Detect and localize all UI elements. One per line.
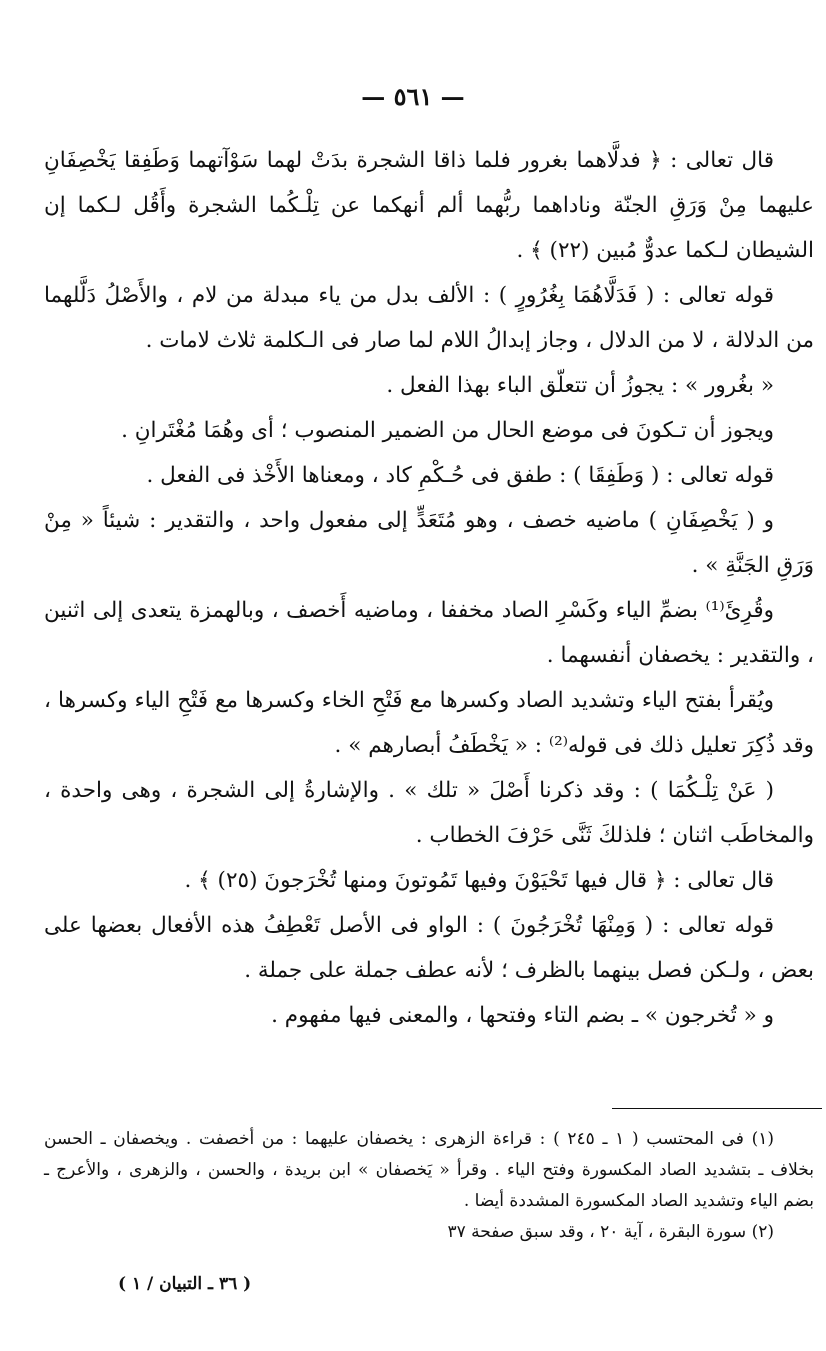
- footnote: (١) فى المحتسب ( ١ ـ ٢٤٥ ) : قراءة الزهرى : يخصفان عليهما : من أخصفت . ويخصفان ـ الحسن بخلاف ـ بتشديد الصاد المكسورة وفتح الياء . وقرأ « يَخصفان » ابن بريدة ، والحسن ، والزهرى ، والأعرج ـ بضم الياء وتشديد الصاد المكسورة المشددة أيضا .: [44, 1129, 814, 1211]
- commentary-paragraph: ( عَنْ تِلْـكُمَا ) : وقد ذكرنا أَصْلَ « تلك » . والإشارةُ إلى الشجرة ، وهى واحدة ، والمخاطَب اثنان ؛ فلذلكَ ثَنَّى حَرْفَ الخطاب .: [44, 778, 814, 848]
- commentary-paragraph: ويُقرأ بفتح الياء وتشديد الصاد وكسرها مع فَتْحِ الخاء وكسرها مع فَتْحِ الياء وكسرها ، وقد ذُكِرَ تعليل ذلك فى قوله⁽²⁾ : « يَخْطَفُ أبصارهم » .: [44, 688, 814, 758]
- footnote-divider: [612, 1108, 822, 1109]
- footnote: (٢) سورة البقرة ، آية ٢٠ ، وقد سبق صفحة ٣٧: [447, 1222, 774, 1242]
- commentary-paragraph: وقُرِئَ⁽¹⁾ بضمِّ الياء وكَسْرِ الصاد مخففا ، وماضيه أَخصف ، وبالهمزة يتعدى إلى اثنين ، والتقدير : يخصفان أنفسهما .: [44, 598, 814, 668]
- commentary-paragraph: و « تُخرجون » ـ بضم التاء وفتحها ، والمعنى فيها مفهوم .: [271, 1003, 774, 1028]
- commentary-paragraph: و ( يَخْصِفَانِ ) ماضيه خصف ، وهو مُتَعَدٍّ إلى مفعول واحد ، والتقدير : شيئاً « مِنْ وَرَقِ الجَنَّةِ » .: [44, 508, 814, 578]
- commentary-paragraph: « بغُرور » : يجوزُ أن تتعلّق الباء بهذا الفعل .: [386, 373, 774, 398]
- verse-paragraph: قال تعالى : ﴿ فدلَّاهما بغرور فلما ذاقا الشجرة بدَتْ لهما سَوْآتهما وَطَفِقا يَخْصِفَانِ عليهما مِنْ وَرَقِ الجنّة وناداهما ربُّهما ألم أنهكما عن تِلْـكُما الشجرة وأَقُل لـكما إن الشيطان لـكما عدوٌّ مُبين (٢٢) ﴾ .: [44, 148, 814, 263]
- commentary-paragraph: قوله تعالى : ( وَطَفِقَا ) : طفق فى حُـكْمِ كاد ، ومعناها الأَخْذ فى الفعل .: [146, 463, 774, 488]
- footnotes: [44, 1124, 814, 1248]
- commentary-paragraph: قوله تعالى : ( وَمِنْهَا تُخْرَجُونَ ) : الواو فى الأصل تَعْطِفُ هذه الأفعال بعضها على بعض ، ولـكن فصل بينهما بالظرف ؛ لأنه عطف جملة على جملة .: [44, 913, 814, 983]
- commentary-paragraph: قوله تعالى : ( فَدَلَّاهُمَا بِغُرُورٍ ) : الألف بدل من ياء مبدلة من لام ، والأَصْلُ دَلَّلهما من الدلالة ، لا من الدلال ، وجاز إبدالُ اللام لما صار فى الـكلمة ثلاث لامات .: [44, 283, 814, 353]
- page-number: — ٥٦١ —: [361, 82, 465, 111]
- verse-paragraph: قال تعالى : ﴿ قال فيها تَحْيَوْنَ وفيها تَمُوتونَ ومنها تُخْرَجونَ (٢٥) ﴾ .: [184, 868, 774, 893]
- main-text: [44, 138, 814, 1038]
- page-signature: ( ٣٦ ـ التبيان / ١ ): [118, 1274, 252, 1294]
- commentary-paragraph: ويجوز أن تـكونَ فى موضع الحال من الضمير المنصوب ؛ أى وهُمَا مُغْتَرانِ .: [121, 418, 774, 443]
